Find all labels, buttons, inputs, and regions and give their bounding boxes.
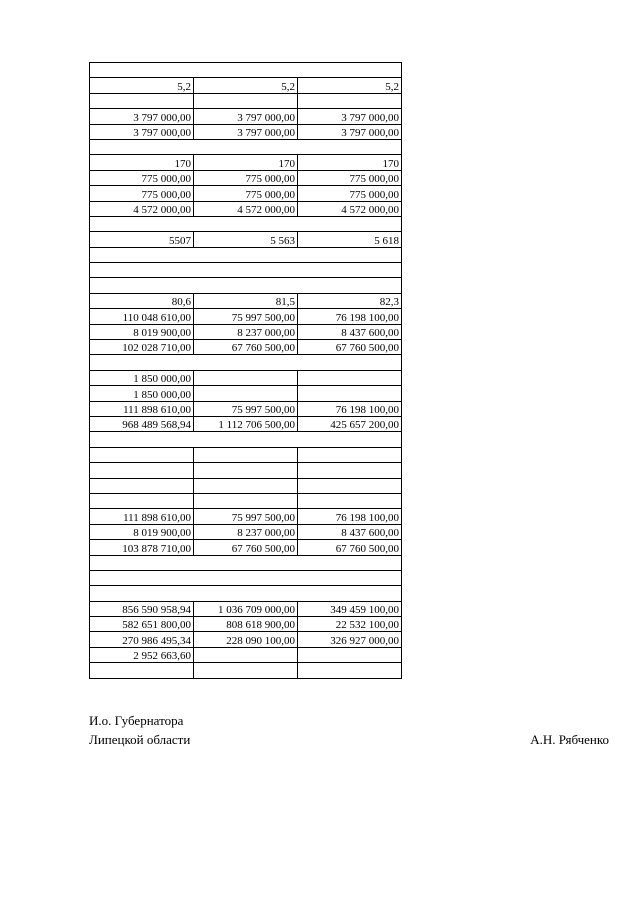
table-row: [90, 509, 402, 524]
table-cell: [298, 493, 402, 508]
table-cell: 110 048 610,00: [90, 309, 194, 324]
table-row: [90, 463, 402, 478]
table-row: [90, 601, 402, 616]
table-cell: [298, 478, 402, 493]
table-cell: 326 927 000,00: [298, 632, 402, 647]
table-cell: 75 997 500,00: [194, 509, 298, 524]
table-cell: 5507: [90, 232, 194, 247]
table-cell: 8 437 600,00: [298, 524, 402, 539]
table-cell: 270 986 495,34: [90, 632, 194, 647]
table-cell: 3 797 000,00: [194, 124, 298, 139]
table-cell: 775 000,00: [90, 170, 194, 185]
table-cell: 8 237 000,00: [194, 324, 298, 339]
table-cell: [194, 370, 298, 385]
table-row: [90, 186, 402, 201]
table-cell: 968 489 568,94: [90, 416, 194, 431]
table-row: [90, 63, 402, 78]
table-row: [90, 124, 402, 139]
table-cell: 856 590 958,94: [90, 601, 194, 616]
table-cell: [298, 647, 402, 662]
table-cell: 76 198 100,00: [298, 309, 402, 324]
table-row: [90, 524, 402, 539]
table-cell: 5,2: [298, 78, 402, 93]
table-cell: 3 797 000,00: [298, 109, 402, 124]
table-cell: 808 618 900,00: [194, 617, 298, 632]
table-cell: 170: [194, 155, 298, 170]
table-row: [90, 78, 402, 93]
table-cell: 170: [298, 155, 402, 170]
table-cell: 5 618: [298, 232, 402, 247]
table-cell: 170: [90, 155, 194, 170]
table-cell: 349 459 100,00: [298, 601, 402, 616]
table-cell: [194, 386, 298, 401]
table-cell: [90, 278, 402, 293]
table-row: [90, 324, 402, 339]
signature-title: И.о. Губернатора: [89, 713, 184, 728]
table-row: [90, 493, 402, 508]
table-row: [90, 416, 402, 431]
table-cell: 67 760 500,00: [298, 340, 402, 355]
table-cell: [90, 447, 194, 462]
table-cell: 76 198 100,00: [298, 401, 402, 416]
table-cell: [90, 263, 402, 278]
table-cell: [194, 647, 298, 662]
table-cell: 2 952 663,60: [90, 647, 194, 662]
table-row: [90, 401, 402, 416]
table-cell: 3 797 000,00: [90, 124, 194, 139]
table-cell: 1 112 706 500,00: [194, 416, 298, 431]
table-row: [90, 355, 402, 370]
table-cell: [298, 370, 402, 385]
table-row: [90, 247, 402, 262]
table-row: [90, 278, 402, 293]
table-row: [90, 555, 402, 570]
table-cell: 4 572 000,00: [90, 201, 194, 216]
table-cell: 582 651 800,00: [90, 617, 194, 632]
table-cell: [298, 463, 402, 478]
table-cell: 111 898 610,00: [90, 509, 194, 524]
table-cell: 8 237 000,00: [194, 524, 298, 539]
table-cell: 425 657 200,00: [298, 416, 402, 431]
table-row: [90, 647, 402, 662]
table-cell: 228 090 100,00: [194, 632, 298, 647]
table-cell: 4 572 000,00: [194, 201, 298, 216]
table-cell: 67 760 500,00: [194, 540, 298, 555]
table-cell: [90, 63, 402, 78]
table-cell: 8 019 900,00: [90, 324, 194, 339]
table-cell: 3 797 000,00: [90, 109, 194, 124]
table-cell: [90, 93, 194, 108]
table-cell: [298, 447, 402, 462]
signature-region: Липецкой области: [89, 732, 191, 747]
table-cell: [90, 555, 402, 570]
table-cell: 775 000,00: [298, 170, 402, 185]
signature-name: А.Н. Рябченко: [530, 732, 609, 747]
table-cell: 775 000,00: [90, 186, 194, 201]
table-row: [90, 216, 402, 231]
table-cell: 75 997 500,00: [194, 401, 298, 416]
table-row: [90, 540, 402, 555]
table-cell: [90, 432, 402, 447]
table-row: [90, 432, 402, 447]
table-row: [90, 93, 402, 108]
table-cell: [90, 463, 194, 478]
table-cell: [90, 478, 194, 493]
table-cell: [90, 570, 402, 585]
table-cell: 8 437 600,00: [298, 324, 402, 339]
table-cell: [90, 355, 402, 370]
table-cell: 76 198 100,00: [298, 509, 402, 524]
table-row: [90, 632, 402, 647]
table-cell: 22 532 100,00: [298, 617, 402, 632]
table-cell: [90, 586, 402, 601]
table-cell: [194, 447, 298, 462]
table-cell: [90, 663, 194, 678]
table-cell: [90, 216, 402, 231]
table-cell: [298, 663, 402, 678]
table-cell: [298, 386, 402, 401]
table-cell: [194, 663, 298, 678]
table-row: [90, 340, 402, 355]
table-cell: 111 898 610,00: [90, 401, 194, 416]
table-cell: [298, 93, 402, 108]
table-cell: 82,3: [298, 293, 402, 308]
table-row: [90, 570, 402, 585]
table-cell: 102 028 710,00: [90, 340, 194, 355]
table-cell: 3 797 000,00: [194, 109, 298, 124]
table-cell: 775 000,00: [298, 186, 402, 201]
table-cell: [90, 493, 194, 508]
budget-table: [89, 62, 402, 679]
table-cell: [90, 139, 402, 154]
table-cell: 1 036 709 000,00: [194, 601, 298, 616]
table-row: [90, 617, 402, 632]
table-cell: 3 797 000,00: [298, 124, 402, 139]
table-row: [90, 447, 402, 462]
table-row: [90, 478, 402, 493]
table-cell: 775 000,00: [194, 170, 298, 185]
table-cell: 775 000,00: [194, 186, 298, 201]
table-row: [90, 586, 402, 601]
table-cell: 80,6: [90, 293, 194, 308]
table-cell: 75 997 500,00: [194, 309, 298, 324]
table-cell: [194, 93, 298, 108]
table-row: [90, 663, 402, 678]
table-cell: [194, 463, 298, 478]
table-row: [90, 201, 402, 216]
table-cell: 103 878 710,00: [90, 540, 194, 555]
table-row: [90, 232, 402, 247]
table-cell: 5,2: [194, 78, 298, 93]
table-row: [90, 293, 402, 308]
table-cell: 67 760 500,00: [298, 540, 402, 555]
table-cell: 5 563: [194, 232, 298, 247]
table-row: [90, 370, 402, 385]
table-cell: [194, 478, 298, 493]
table-cell: 81,5: [194, 293, 298, 308]
table-cell: [194, 493, 298, 508]
table-row: [90, 309, 402, 324]
table-row: [90, 109, 402, 124]
table-cell: 5,2: [90, 78, 194, 93]
table-cell: 67 760 500,00: [194, 340, 298, 355]
table-row: [90, 386, 402, 401]
table-cell: 1 850 000,00: [90, 386, 194, 401]
table-row: [90, 170, 402, 185]
table-cell: 8 019 900,00: [90, 524, 194, 539]
table-cell: 4 572 000,00: [298, 201, 402, 216]
table-row: [90, 263, 402, 278]
table-cell: 1 850 000,00: [90, 370, 194, 385]
table-row: [90, 155, 402, 170]
table-row: [90, 139, 402, 154]
table-cell: [90, 247, 402, 262]
